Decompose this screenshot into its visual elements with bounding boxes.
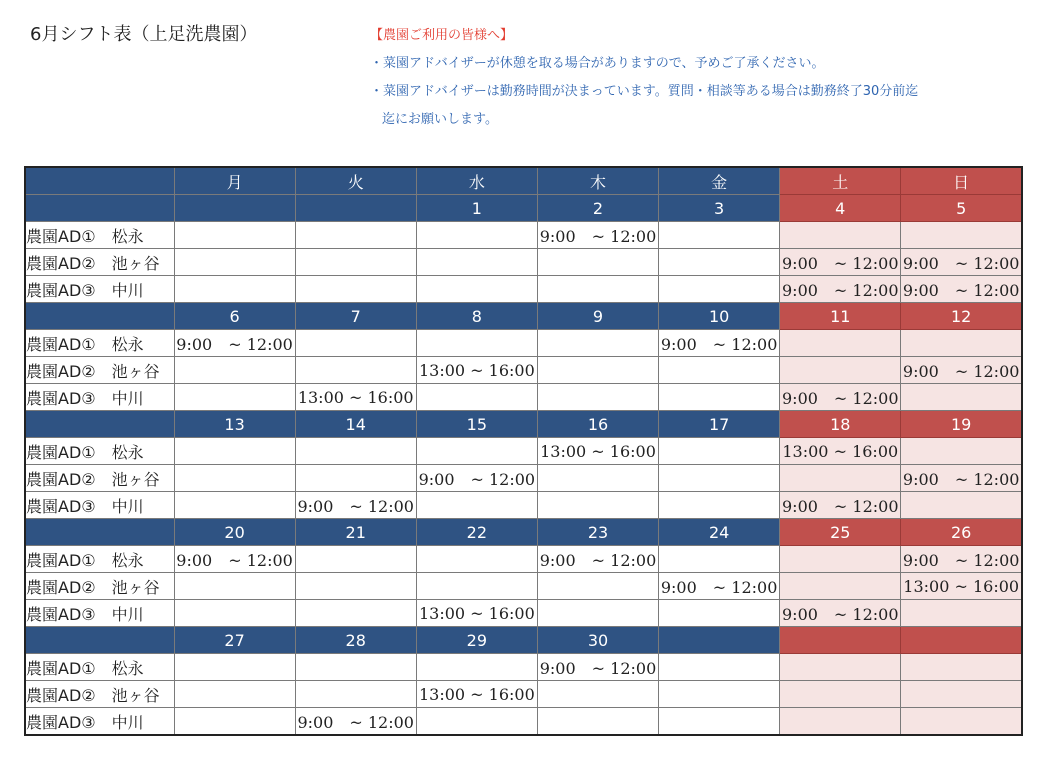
shift-cell (659, 357, 780, 384)
shift-cell (174, 276, 295, 303)
shift-cell (659, 600, 780, 627)
shift-cell: 9:00 ~ 12:00 (537, 546, 658, 573)
shift-cell: 9:00 ~ 12:00 (295, 708, 416, 736)
date-row (25, 411, 1022, 438)
date-row-label (25, 411, 174, 438)
shift-cell (174, 465, 295, 492)
shift-cell (537, 573, 658, 600)
shift-cell (416, 276, 537, 303)
shift-cell (416, 330, 537, 357)
staff-name: 農園AD① 松永 (25, 222, 174, 249)
date-cell: 27 (174, 627, 295, 654)
staff-row (25, 357, 1022, 384)
staff-row (25, 681, 1022, 708)
shift-cell (174, 438, 295, 465)
shift-cell (416, 708, 537, 736)
notice-line-1: ・菜園アドバイザーが休憩を取る場合がありますので、予めご了承ください。 (370, 56, 825, 71)
date-row (25, 303, 1022, 330)
staff-row (25, 465, 1022, 492)
date-cell: 10 (659, 303, 780, 330)
shift-cell (416, 546, 537, 573)
date-row (25, 519, 1022, 546)
shift-cell (174, 681, 295, 708)
shift-cell (901, 654, 1022, 681)
date-cell (295, 195, 416, 222)
shift-cell (295, 573, 416, 600)
shift-cell (901, 600, 1022, 627)
date-cell: 15 (416, 411, 537, 438)
shift-cell (537, 276, 658, 303)
date-cell: 24 (659, 519, 780, 546)
shift-cell (174, 708, 295, 736)
shift-cell (659, 654, 780, 681)
staff-name: 農園AD① 松永 (25, 438, 174, 465)
shift-cell (901, 222, 1022, 249)
date-cell: 1 (416, 195, 537, 222)
date-cell (901, 627, 1022, 654)
shift-cell (659, 384, 780, 411)
date-cell: 5 (901, 195, 1022, 222)
shift-cell (295, 681, 416, 708)
shift-cell: 9:00 ~ 12:00 (901, 249, 1022, 276)
date-row-label (25, 627, 174, 654)
staff-name: 農園AD② 池ヶ谷 (25, 573, 174, 600)
weekday-header: 水 (416, 167, 537, 195)
staff-name: 農園AD③ 中川 (25, 276, 174, 303)
date-cell: 22 (416, 519, 537, 546)
shift-cell (537, 384, 658, 411)
date-cell: 20 (174, 519, 295, 546)
header-corner (25, 167, 174, 195)
date-cell: 14 (295, 411, 416, 438)
page-title: 6月シフト表（上足洗農園） (30, 24, 258, 45)
shift-cell: 13:00 ~ 16:00 (416, 357, 537, 384)
date-cell: 28 (295, 627, 416, 654)
staff-name: 農園AD② 池ヶ谷 (25, 357, 174, 384)
shift-cell (537, 492, 658, 519)
date-cell: 18 (780, 411, 901, 438)
date-cell: 6 (174, 303, 295, 330)
shift-cell (416, 222, 537, 249)
shift-cell (295, 654, 416, 681)
shift-cell: 13:00 ~ 16:00 (537, 438, 658, 465)
staff-row (25, 222, 1022, 249)
notice-box (370, 22, 918, 134)
staff-name: 農園AD② 池ヶ谷 (25, 249, 174, 276)
date-cell: 2 (537, 195, 658, 222)
date-cell: 13 (174, 411, 295, 438)
shift-cell: 9:00 ~ 12:00 (901, 276, 1022, 303)
shift-cell: 9:00 ~ 12:00 (659, 330, 780, 357)
date-cell: 23 (537, 519, 658, 546)
shift-cell (901, 330, 1022, 357)
date-cell (659, 627, 780, 654)
shift-cell: 9:00 ~ 12:00 (780, 276, 901, 303)
date-cell: 26 (901, 519, 1022, 546)
date-cell: 3 (659, 195, 780, 222)
shift-cell: 9:00 ~ 12:00 (295, 492, 416, 519)
shift-cell (780, 222, 901, 249)
date-cell (780, 627, 901, 654)
date-row-label (25, 303, 174, 330)
shift-cell (537, 708, 658, 736)
date-cell: 30 (537, 627, 658, 654)
shift-cell (295, 465, 416, 492)
shift-cell: 9:00 ~ 12:00 (537, 654, 658, 681)
shift-cell (416, 384, 537, 411)
staff-name: 農園AD① 松永 (25, 654, 174, 681)
shift-cell: 9:00 ~ 12:00 (780, 249, 901, 276)
shift-cell (780, 708, 901, 736)
date-cell: 29 (416, 627, 537, 654)
weekday-header: 土 (780, 167, 901, 195)
staff-row (25, 276, 1022, 303)
staff-row (25, 708, 1022, 736)
staff-name: 農園AD③ 中川 (25, 492, 174, 519)
date-cell: 8 (416, 303, 537, 330)
shift-cell: 9:00 ~ 12:00 (659, 573, 780, 600)
shift-cell (416, 249, 537, 276)
shift-cell (174, 492, 295, 519)
staff-row (25, 573, 1022, 600)
shift-cell: 9:00 ~ 12:00 (537, 222, 658, 249)
staff-name: 農園AD③ 中川 (25, 600, 174, 627)
shift-cell: 13:00 ~ 16:00 (780, 438, 901, 465)
shift-cell (537, 465, 658, 492)
shift-cell (295, 357, 416, 384)
shift-cell (659, 222, 780, 249)
staff-row (25, 249, 1022, 276)
shift-cell: 9:00 ~ 12:00 (780, 492, 901, 519)
staff-row (25, 654, 1022, 681)
shift-cell: 9:00 ~ 12:00 (174, 546, 295, 573)
shift-cell (416, 573, 537, 600)
shift-cell: 9:00 ~ 12:00 (901, 465, 1022, 492)
date-row-label (25, 519, 174, 546)
shift-cell (780, 546, 901, 573)
weekday-header: 金 (659, 167, 780, 195)
shift-cell (780, 465, 901, 492)
staff-name: 農園AD① 松永 (25, 546, 174, 573)
shift-cell (537, 249, 658, 276)
staff-name: 農園AD③ 中川 (25, 384, 174, 411)
date-cell: 11 (780, 303, 901, 330)
date-cell: 12 (901, 303, 1022, 330)
shift-cell (901, 492, 1022, 519)
date-cell: 17 (659, 411, 780, 438)
weekday-header: 木 (537, 167, 658, 195)
staff-name: 農園AD① 松永 (25, 330, 174, 357)
shift-cell (780, 681, 901, 708)
shift-cell: 13:00 ~ 16:00 (416, 681, 537, 708)
shift-cell (780, 573, 901, 600)
staff-row (25, 600, 1022, 627)
shift-cell (174, 222, 295, 249)
shift-table (24, 166, 1023, 736)
shift-cell (659, 492, 780, 519)
date-cell: 19 (901, 411, 1022, 438)
notice-heading: 【農園ご利用の皆様へ】 (370, 28, 514, 43)
date-cell: 9 (537, 303, 658, 330)
shift-cell: 9:00 ~ 12:00 (416, 465, 537, 492)
shift-cell (780, 330, 901, 357)
staff-row (25, 546, 1022, 573)
shift-cell (659, 546, 780, 573)
staff-row (25, 438, 1022, 465)
shift-cell (174, 357, 295, 384)
shift-cell (901, 708, 1022, 736)
shift-cell (901, 384, 1022, 411)
shift-cell: 9:00 ~ 12:00 (780, 384, 901, 411)
staff-name: 農園AD② 池ヶ谷 (25, 465, 174, 492)
date-cell: 4 (780, 195, 901, 222)
shift-cell (659, 465, 780, 492)
shift-cell: 13:00 ~ 16:00 (416, 600, 537, 627)
shift-cell (174, 249, 295, 276)
date-cell: 21 (295, 519, 416, 546)
date-cell: 25 (780, 519, 901, 546)
shift-cell: 9:00 ~ 12:00 (901, 357, 1022, 384)
shift-cell (537, 357, 658, 384)
weekday-header-row (25, 167, 1022, 195)
staff-name: 農園AD② 池ヶ谷 (25, 681, 174, 708)
shift-cell (659, 708, 780, 736)
date-row (25, 195, 1022, 222)
notice-line-2: ・菜園アドバイザーは勤務時間が決まっています。質問・相談等ある場合は勤務終了30分前迄 (370, 84, 919, 99)
staff-name: 農園AD③ 中川 (25, 708, 174, 736)
shift-cell (174, 654, 295, 681)
shift-cell (416, 492, 537, 519)
shift-cell (174, 384, 295, 411)
shift-cell: 9:00 ~ 12:00 (780, 600, 901, 627)
notice-line-3: 迄にお願いします。 (382, 112, 498, 127)
shift-cell (659, 276, 780, 303)
shift-cell: 9:00 ~ 12:00 (174, 330, 295, 357)
shift-cell (537, 681, 658, 708)
date-cell: 7 (295, 303, 416, 330)
shift-cell: 9:00 ~ 12:00 (901, 546, 1022, 573)
shift-cell (295, 600, 416, 627)
shift-cell: 13:00 ~ 16:00 (295, 384, 416, 411)
shift-cell (416, 654, 537, 681)
shift-cell (659, 249, 780, 276)
shift-cell (659, 681, 780, 708)
weekday-header: 日 (901, 167, 1022, 195)
shift-cell (659, 438, 780, 465)
shift-cell (901, 438, 1022, 465)
shift-cell (537, 330, 658, 357)
shift-cell (295, 546, 416, 573)
staff-row (25, 492, 1022, 519)
shift-cell (537, 600, 658, 627)
date-cell (174, 195, 295, 222)
staff-row (25, 384, 1022, 411)
date-row-label (25, 195, 174, 222)
shift-cell (780, 357, 901, 384)
shift-cell (295, 330, 416, 357)
date-row (25, 627, 1022, 654)
shift-cell (174, 573, 295, 600)
shift-table-body (25, 167, 1022, 735)
weekday-header: 月 (174, 167, 295, 195)
shift-cell (295, 438, 416, 465)
shift-cell (416, 438, 537, 465)
shift-cell (295, 249, 416, 276)
shift-cell (295, 222, 416, 249)
shift-cell (780, 654, 901, 681)
staff-row (25, 330, 1022, 357)
date-cell: 16 (537, 411, 658, 438)
shift-cell (901, 681, 1022, 708)
shift-cell (295, 276, 416, 303)
shift-cell (174, 600, 295, 627)
shift-cell: 13:00 ~ 16:00 (901, 573, 1022, 600)
weekday-header: 火 (295, 167, 416, 195)
